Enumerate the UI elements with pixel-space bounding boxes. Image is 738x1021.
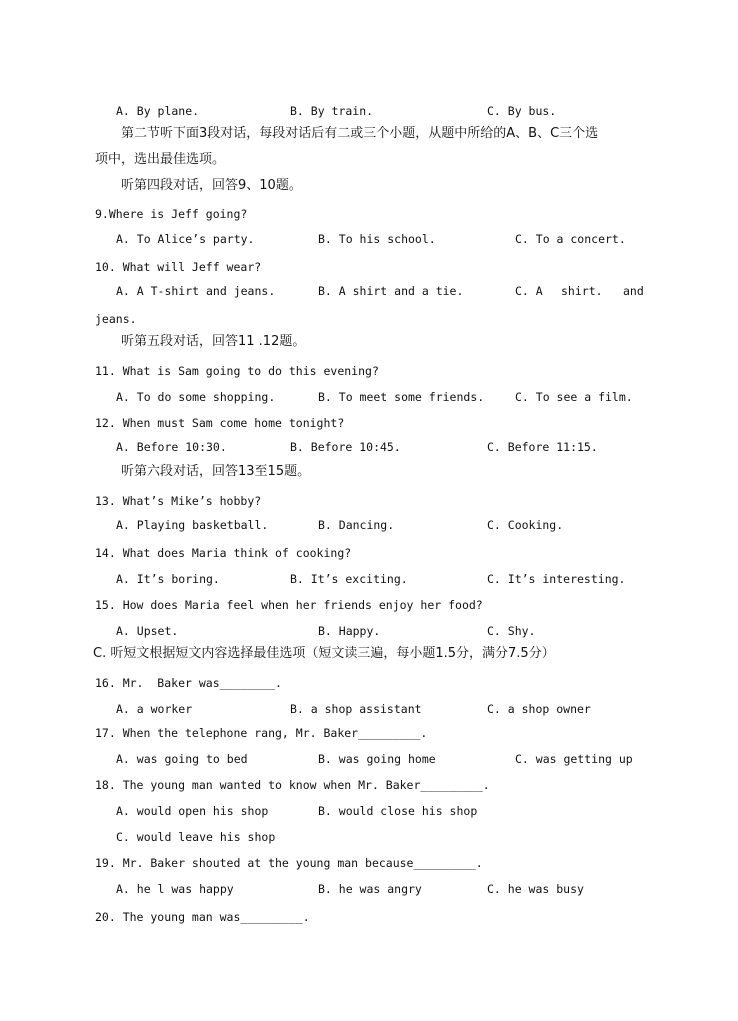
q14-option-c: C. It’s interesting. [487,572,626,586]
question-17: 17. When the telephone rang, Mr. Baker_________. [95,726,428,740]
q10-option-c-wrap: jeans. [95,312,137,326]
q17-option-c: C. was getting up [515,752,633,766]
q9-option-b: B. To his school. [318,232,436,246]
q10-option-b: B. A shirt and a tie. [318,284,464,298]
q16-option-a: A. a worker [116,702,193,716]
q11-option-c: C. To see a film. [515,390,633,404]
q8-option-c: C. By bus. [487,104,557,118]
q18-option-a: A. would open his shop [116,804,269,818]
q18-option-c: C. would leave his shop [116,830,276,844]
q15-option-c: C. Shy. [487,624,536,638]
question-18: 18. The young man wanted to know when Mr. Baker_________. [95,778,490,792]
question-10: 10. What will Jeff wear? [95,260,262,274]
q8-option-a: A. By plane. [116,104,200,118]
dialog4-intro: 听第四段对话，回答9、10题。 [121,178,302,193]
q19-option-c: C. he was busy [487,882,584,896]
dialog6-intro: 听第六段对话，回答13至15题。 [121,464,311,479]
dialog5-intro: 听第五段对话，回答11 .12题。 [121,334,306,349]
q8-option-b: B. By train. [290,104,374,118]
question-11: 11. What is Sam going to do this evening? [95,364,379,378]
q9-option-c: C. To a concert. [515,232,626,246]
q18-option-b: B. would close his shop [318,804,478,818]
question-16: 16. Mr. Baker was________. [95,676,282,690]
q12-option-b: B. Before 10:45. [290,440,401,454]
question-14: 14. What does Maria think of cooking? [95,546,352,560]
q19-option-b: B. he was angry [318,882,422,896]
q15-option-a: A. Upset. [116,624,179,638]
q9-option-a: A. To Alice’s party. [116,232,255,246]
q13-option-c: C. Cooking. [487,518,564,532]
question-9: 9.Where is Jeff going? [95,207,248,221]
q14-option-b: B. It’s exciting. [290,572,408,586]
q16-option-c: C. a shop owner [487,702,591,716]
q17-option-a: A. was going to bed [116,752,248,766]
q17-option-b: B. was going home [318,752,436,766]
q10-option-c-part2: shirt. [561,284,603,298]
q11-option-a: A. To do some shopping. [116,390,276,404]
q13-option-b: B. Dancing. [318,518,395,532]
q10-option-c-part1: C. A [515,284,543,298]
q14-option-a: A. It’s boring. [116,572,220,586]
question-19: 19. Mr. Baker shouted at the young man because_________. [95,856,483,870]
q12-option-c: C. Before 11:15. [487,440,598,454]
question-12: 12. When must Sam come home tonight? [95,416,345,430]
q11-option-b: B. To meet some friends. [318,390,485,404]
sectionC-intro: C. 听短文根据短文内容选择最佳选项（短文读三遍，每小题1.5分，满分7.5分） [93,646,555,661]
q19-option-a: A. he l was happy [116,882,234,896]
q10-option-c-part3: and [623,284,644,298]
section2-intro-line2: 项中，选出最佳选项。 [95,152,226,167]
question-13: 13. What’s Mike’s hobby? [95,494,262,508]
question-15: 15. How does Maria feel when her friends enjoy her food? [95,598,483,612]
section2-intro-line1: 第二节听下面3段对话，每段对话后有二或三个小题，从题中所给的A、B、C三个选 [121,126,599,141]
q12-option-a: A. Before 10:30. [116,440,227,454]
q10-option-a: A. A T-shirt and jeans. [116,284,276,298]
q16-option-b: B. a shop assistant [290,702,422,716]
question-20: 20. The young man was_________. [95,910,310,924]
q15-option-b: B. Happy. [318,624,381,638]
q13-option-a: A. Playing basketball. [116,518,269,532]
